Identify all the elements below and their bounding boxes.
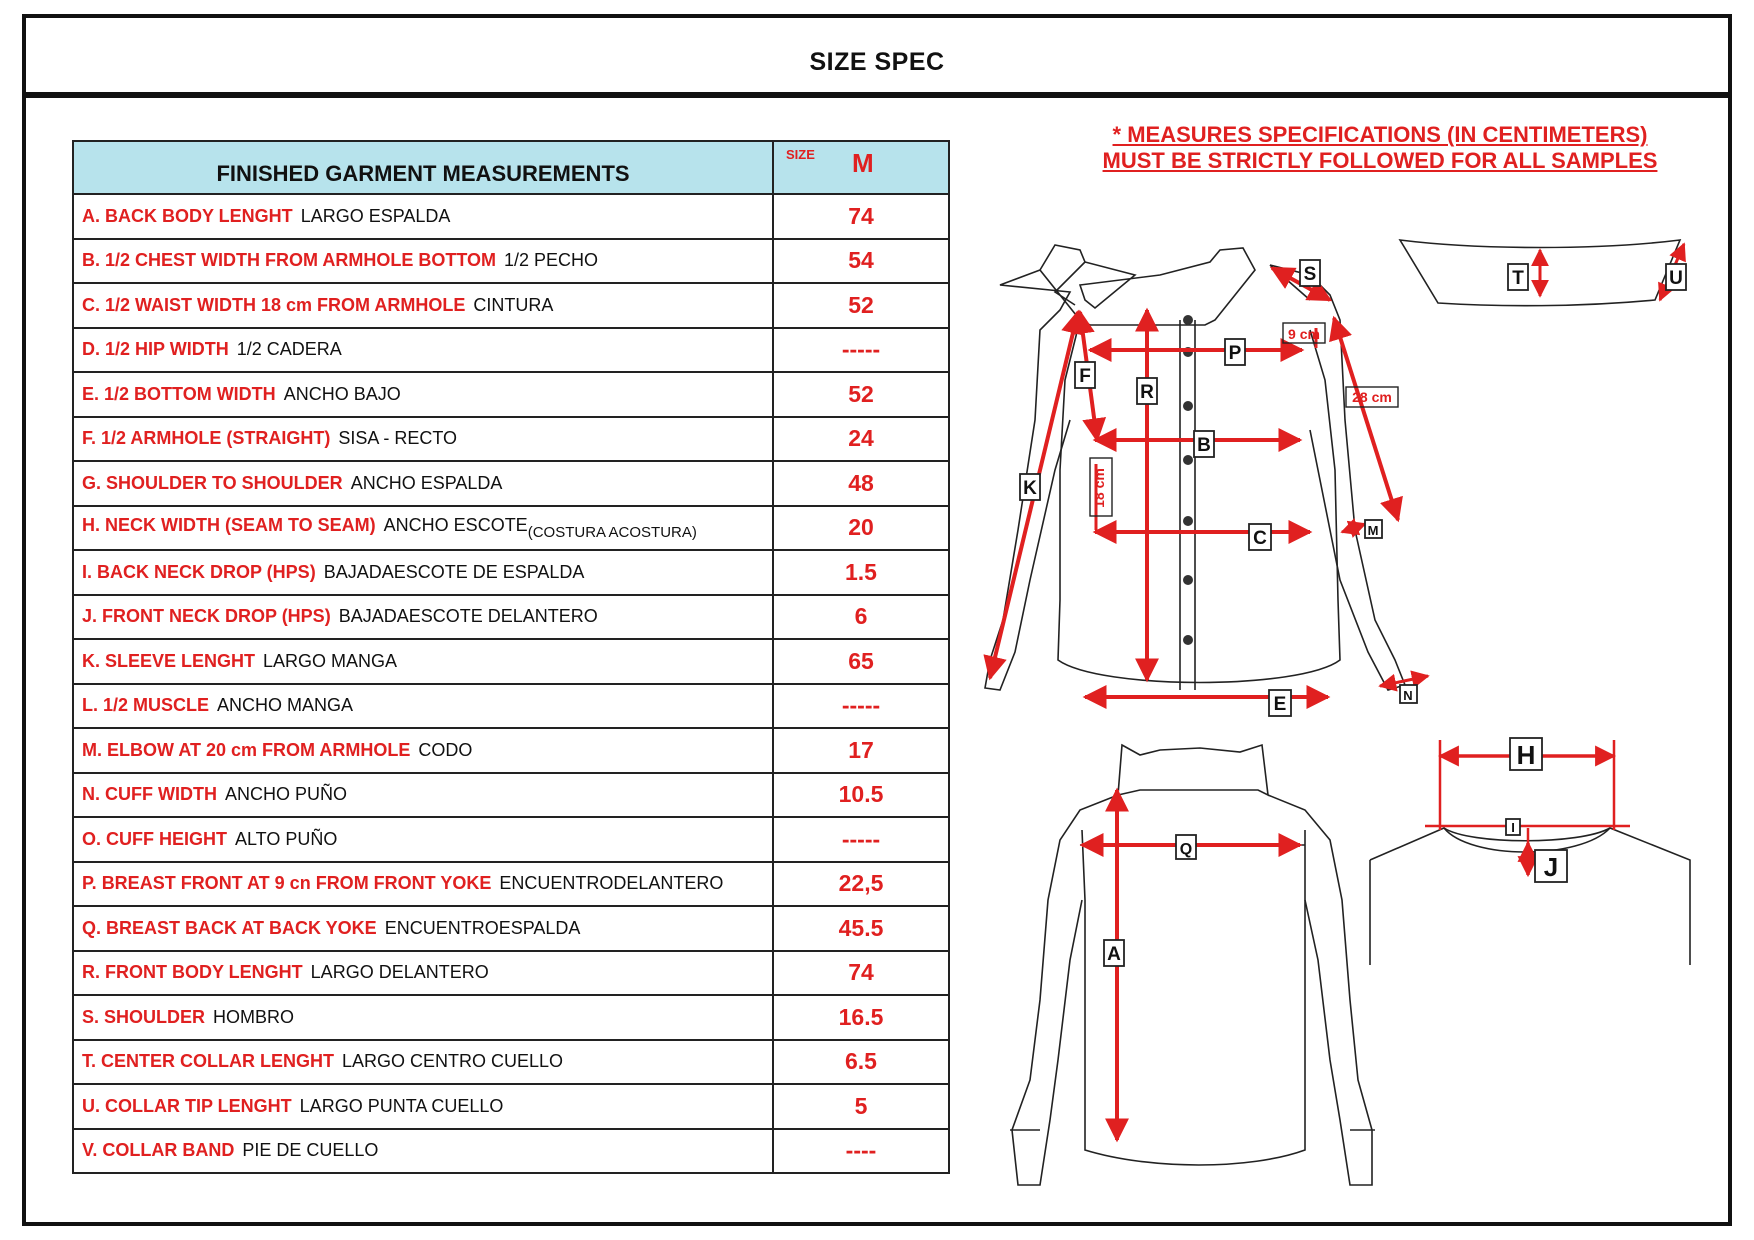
measurement-name-es: PIE DE CUELLO [242, 1140, 379, 1161]
measurement-value: 52 [773, 283, 949, 328]
twenty-eight-cm-note: 28 cm [1352, 389, 1392, 405]
measurement-name-es: SISA - RECTO [338, 428, 458, 449]
measurement-name-en: M. ELBOW AT 20 cm FROM ARMHOLE [82, 739, 411, 760]
measurement-name-es: BAJADAESCOTE DE ESPALDA [323, 561, 585, 582]
measurement-name-en: D. 1/2 HIP WIDTH [82, 339, 229, 360]
measurement-name-en: U. COLLAR TIP LENGHT [82, 1095, 292, 1116]
label-f: F [1079, 366, 1091, 387]
measurement-name-es: ENCUENTROESPALDA [384, 917, 581, 938]
measurement-name-es: LARGO DELANTERO [310, 962, 489, 983]
measurement-name-en: J. FRONT NECK DROP (HPS) [82, 606, 331, 627]
page-title: SIZE SPEC [809, 48, 945, 76]
measurement-name-es: ANCHO MANGA [217, 695, 354, 716]
front-shirt-drawing [985, 245, 1405, 690]
measurement-name-es: CINTURA [473, 294, 554, 315]
collar-measure-arrows [1540, 244, 1684, 300]
size-value: M [852, 148, 874, 178]
measurement-name-es: LARGO PUNTA CUELLO [299, 1095, 504, 1116]
measurement-name-es: 1/2 PECHO [504, 250, 599, 271]
measurement-value: 74 [773, 951, 949, 996]
label-i: I [1511, 820, 1515, 835]
label-j: J [1543, 852, 1559, 882]
measurement-name-es: BAJADAESCOTE DELANTERO [338, 606, 598, 627]
measurement-name-en: S. SHOULDER [82, 1006, 206, 1027]
measurement-name-es: ENCUENTRODELANTERO [499, 873, 724, 894]
label-b: B [1197, 435, 1211, 456]
measurement-value: 45.5 [773, 906, 949, 951]
measurement-value: ----- [773, 817, 949, 862]
label-p: P [1228, 343, 1242, 364]
measurement-name-es-extra: (COSTURA ACOSTURA) [527, 523, 697, 541]
measurement-name-es: ALTO PUÑO [235, 828, 338, 849]
size-label: SIZE [786, 147, 815, 162]
label-h: H [1516, 740, 1536, 770]
measurement-value: 48 [773, 461, 949, 506]
measurement-name-en: R. FRONT BODY LENGHT [82, 962, 303, 983]
measurement-name-en: I. BACK NECK DROP (HPS) [82, 561, 316, 582]
table-header-title: FINISHED GARMENT MEASUREMENTS [73, 141, 773, 194]
label-n: N [1403, 688, 1413, 703]
measurement-name-es: ANCHO ESCOTE [383, 514, 528, 535]
measurement-value: 54 [773, 239, 949, 284]
label-q: Q [1179, 841, 1193, 858]
measurement-name-en: L. 1/2 MUSCLE [82, 695, 210, 716]
label-u: U [1669, 268, 1683, 289]
measurement-name-en: V. COLLAR BAND [82, 1140, 235, 1161]
measurement-value: 22,5 [773, 862, 949, 907]
measurement-name-en: A. BACK BODY LENGHT [82, 205, 293, 226]
measurement-name-en: H. NECK WIDTH (SEAM TO SEAM) [82, 514, 376, 535]
measurement-value: 10.5 [773, 773, 949, 818]
measurement-name-en: O. CUFF HEIGHT [82, 828, 227, 849]
measurement-name-en: F. 1/2 ARMHOLE (STRAIGHT) [82, 428, 331, 449]
measurement-name-es: LARGO CENTRO CUELLO [342, 1051, 564, 1072]
nine-cm-note: 9 cm [1288, 326, 1320, 342]
measurement-value: 20 [773, 506, 949, 551]
back-shirt-drawing [1010, 745, 1375, 1185]
measurement-value: 16.5 [773, 995, 949, 1040]
label-s: S [1303, 264, 1317, 285]
measurement-name-es: ANCHO PUÑO [224, 784, 347, 805]
measurement-name-en: K. SLEEVE LENGHT [82, 650, 256, 671]
neck-drawing [1370, 828, 1690, 965]
measurement-name-en: G. SHOULDER TO SHOULDER [82, 472, 343, 493]
measurement-value: 17 [773, 728, 949, 773]
measurement-name-en: P. BREAST FRONT AT 9 cn FROM FRONT YOKE [82, 873, 492, 894]
measurement-name-es: 1/2 CADERA [236, 339, 342, 360]
measurement-name-en: E. 1/2 BOTTOM WIDTH [82, 383, 276, 404]
measurement-value: 24 [773, 417, 949, 462]
measurement-name-en: T. CENTER COLLAR LENGHT [82, 1051, 334, 1072]
spec-note-line2: MUST BE STRICTLY FOLLOWED FOR ALL SAMPLES [1102, 148, 1658, 173]
measurement-name-es: ANCHO BAJO [283, 383, 401, 404]
label-t: T [1512, 268, 1524, 289]
measurement-value: ----- [773, 328, 949, 373]
measurement-name-es: HOMBRO [213, 1006, 295, 1027]
measurement-name-en: B. 1/2 CHEST WIDTH FROM ARMHOLE BOTTOM [82, 250, 496, 271]
spec-note-line1: * MEASURES SPECIFICATIONS (IN CENTIMETERS) [1112, 122, 1648, 147]
label-k: K [1023, 478, 1037, 499]
measurement-name-en: C. 1/2 WAIST WIDTH 18 cm FROM ARMHOLE [82, 294, 466, 315]
measurement-name-es: LARGO MANGA [263, 650, 398, 671]
measurement-value: 74 [773, 194, 949, 239]
label-a: A [1107, 944, 1121, 965]
measurement-value: 1.5 [773, 550, 949, 595]
measurement-name-es: CODO [418, 739, 473, 760]
measurement-value: ---- [773, 1129, 949, 1174]
measurement-name-en: Q. BREAST BACK AT BACK YOKE [82, 917, 377, 938]
measurement-name-en: N. CUFF WIDTH [82, 784, 217, 805]
measurement-name-es: LARGO ESPALDA [300, 205, 451, 226]
measurement-value: 6 [773, 595, 949, 640]
eighteen-cm-note: 18 cm [1091, 468, 1107, 508]
measurement-value: 52 [773, 372, 949, 417]
measurement-value: ----- [773, 684, 949, 729]
label-c: C [1253, 528, 1267, 549]
measurement-value: 65 [773, 639, 949, 684]
measurement-name-es: ANCHO ESPALDA [350, 472, 503, 493]
label-r: R [1140, 382, 1154, 403]
measurement-value: 6.5 [773, 1040, 949, 1085]
label-e: E [1273, 694, 1287, 715]
label-m: M [1367, 523, 1379, 538]
front-measure-arrows [990, 268, 1428, 697]
front-shirt-buttons [1183, 315, 1193, 645]
measurement-value: 5 [773, 1084, 949, 1129]
